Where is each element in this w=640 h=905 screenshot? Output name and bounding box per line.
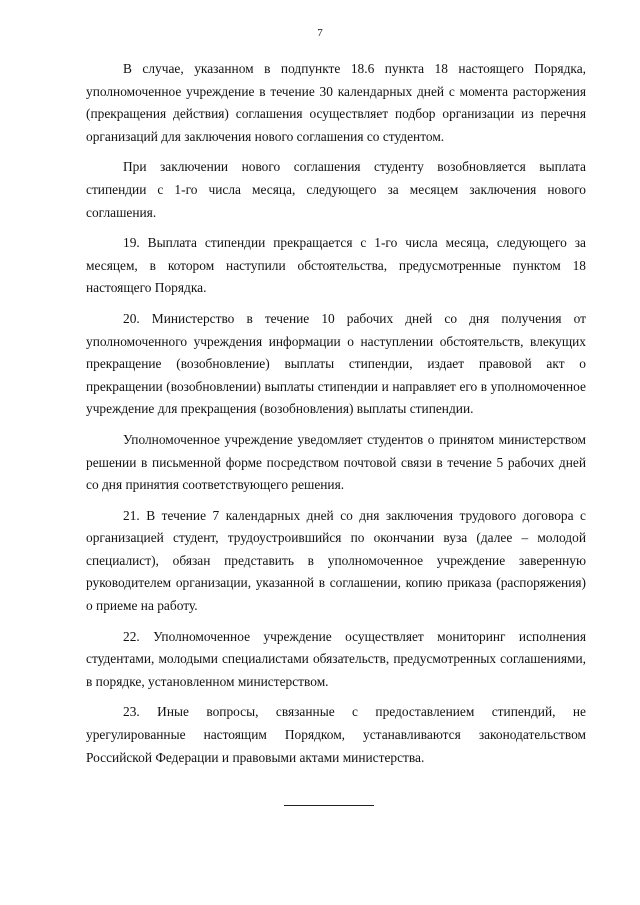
paragraph-20: 20. Министерство в течение 10 рабочих дней со дня получения от уполномоченного учреждения информации о наступлении обстоятельств, влекущих прекращение (возобновление) выплаты стипендии, издает правовой акт о прекращении (возобновлении) выплаты стипендии и направляет его в уполномоченное учреждение для прекращения (возобновления) выплаты стипендии. bbox=[86, 310, 586, 417]
paragraph-new-agreement: При заключении нового соглашения студенту возобновляется выплата стипендии с 1-го числа месяца, следующего за месяцем заключения нового соглашения. bbox=[86, 159, 586, 220]
paragraph-19: 19. Выплата стипендии прекращается с 1-го числа месяца, следующего за месяцем, в котором наступили обстоятельства, предусмотренные пунктом 18 настоящего Порядка. bbox=[86, 235, 586, 296]
paragraph-23: 23. Иные вопросы, связанные с предоставлением стипендий, не урегулированные настоящим Порядком, устанавливаются законодательством Российской Федерации и правовыми актами министерства. bbox=[86, 704, 586, 765]
paragraph-notification: Уполномоченное учреждение уведомляет студентов о принятом министерством решении в письменной форме посредством почтовой связи в течение 5 рабочих дней со дня принятия соответствующего решения. bbox=[86, 431, 586, 493]
end-of-document-rule bbox=[284, 805, 374, 806]
page-number: 7 bbox=[317, 27, 323, 39]
document-body bbox=[86, 58, 586, 777]
paragraph-21: 21. В течение 7 календарных дней со дня заключения трудового договора с организацией студент, трудоустроившийся по окончании вуза (далее – молодой специалист), обязан представить в уполномоченное учреждение заверенную руководителем организации, указанной в соглашении, копию приказа (распоряжения) о приеме на работу. bbox=[86, 507, 586, 614]
paragraph-22: 22. Уполномоченное учреждение осуществляет мониторинг исполнения студентами, молодыми специалистами обязательств, предусмотренных соглашениями, в порядке, установленном министерством. bbox=[86, 628, 586, 689]
paragraph-18-case: В случае, указанном в подпункте 18.6 пункта 18 настоящего Порядка, уполномоченное учреждение в течение 30 календарных дней с момента расторжения (прекращения действия) соглашения осуществляет подбор организации из перечня организаций для заключения нового соглашения со студентом. bbox=[86, 61, 586, 144]
